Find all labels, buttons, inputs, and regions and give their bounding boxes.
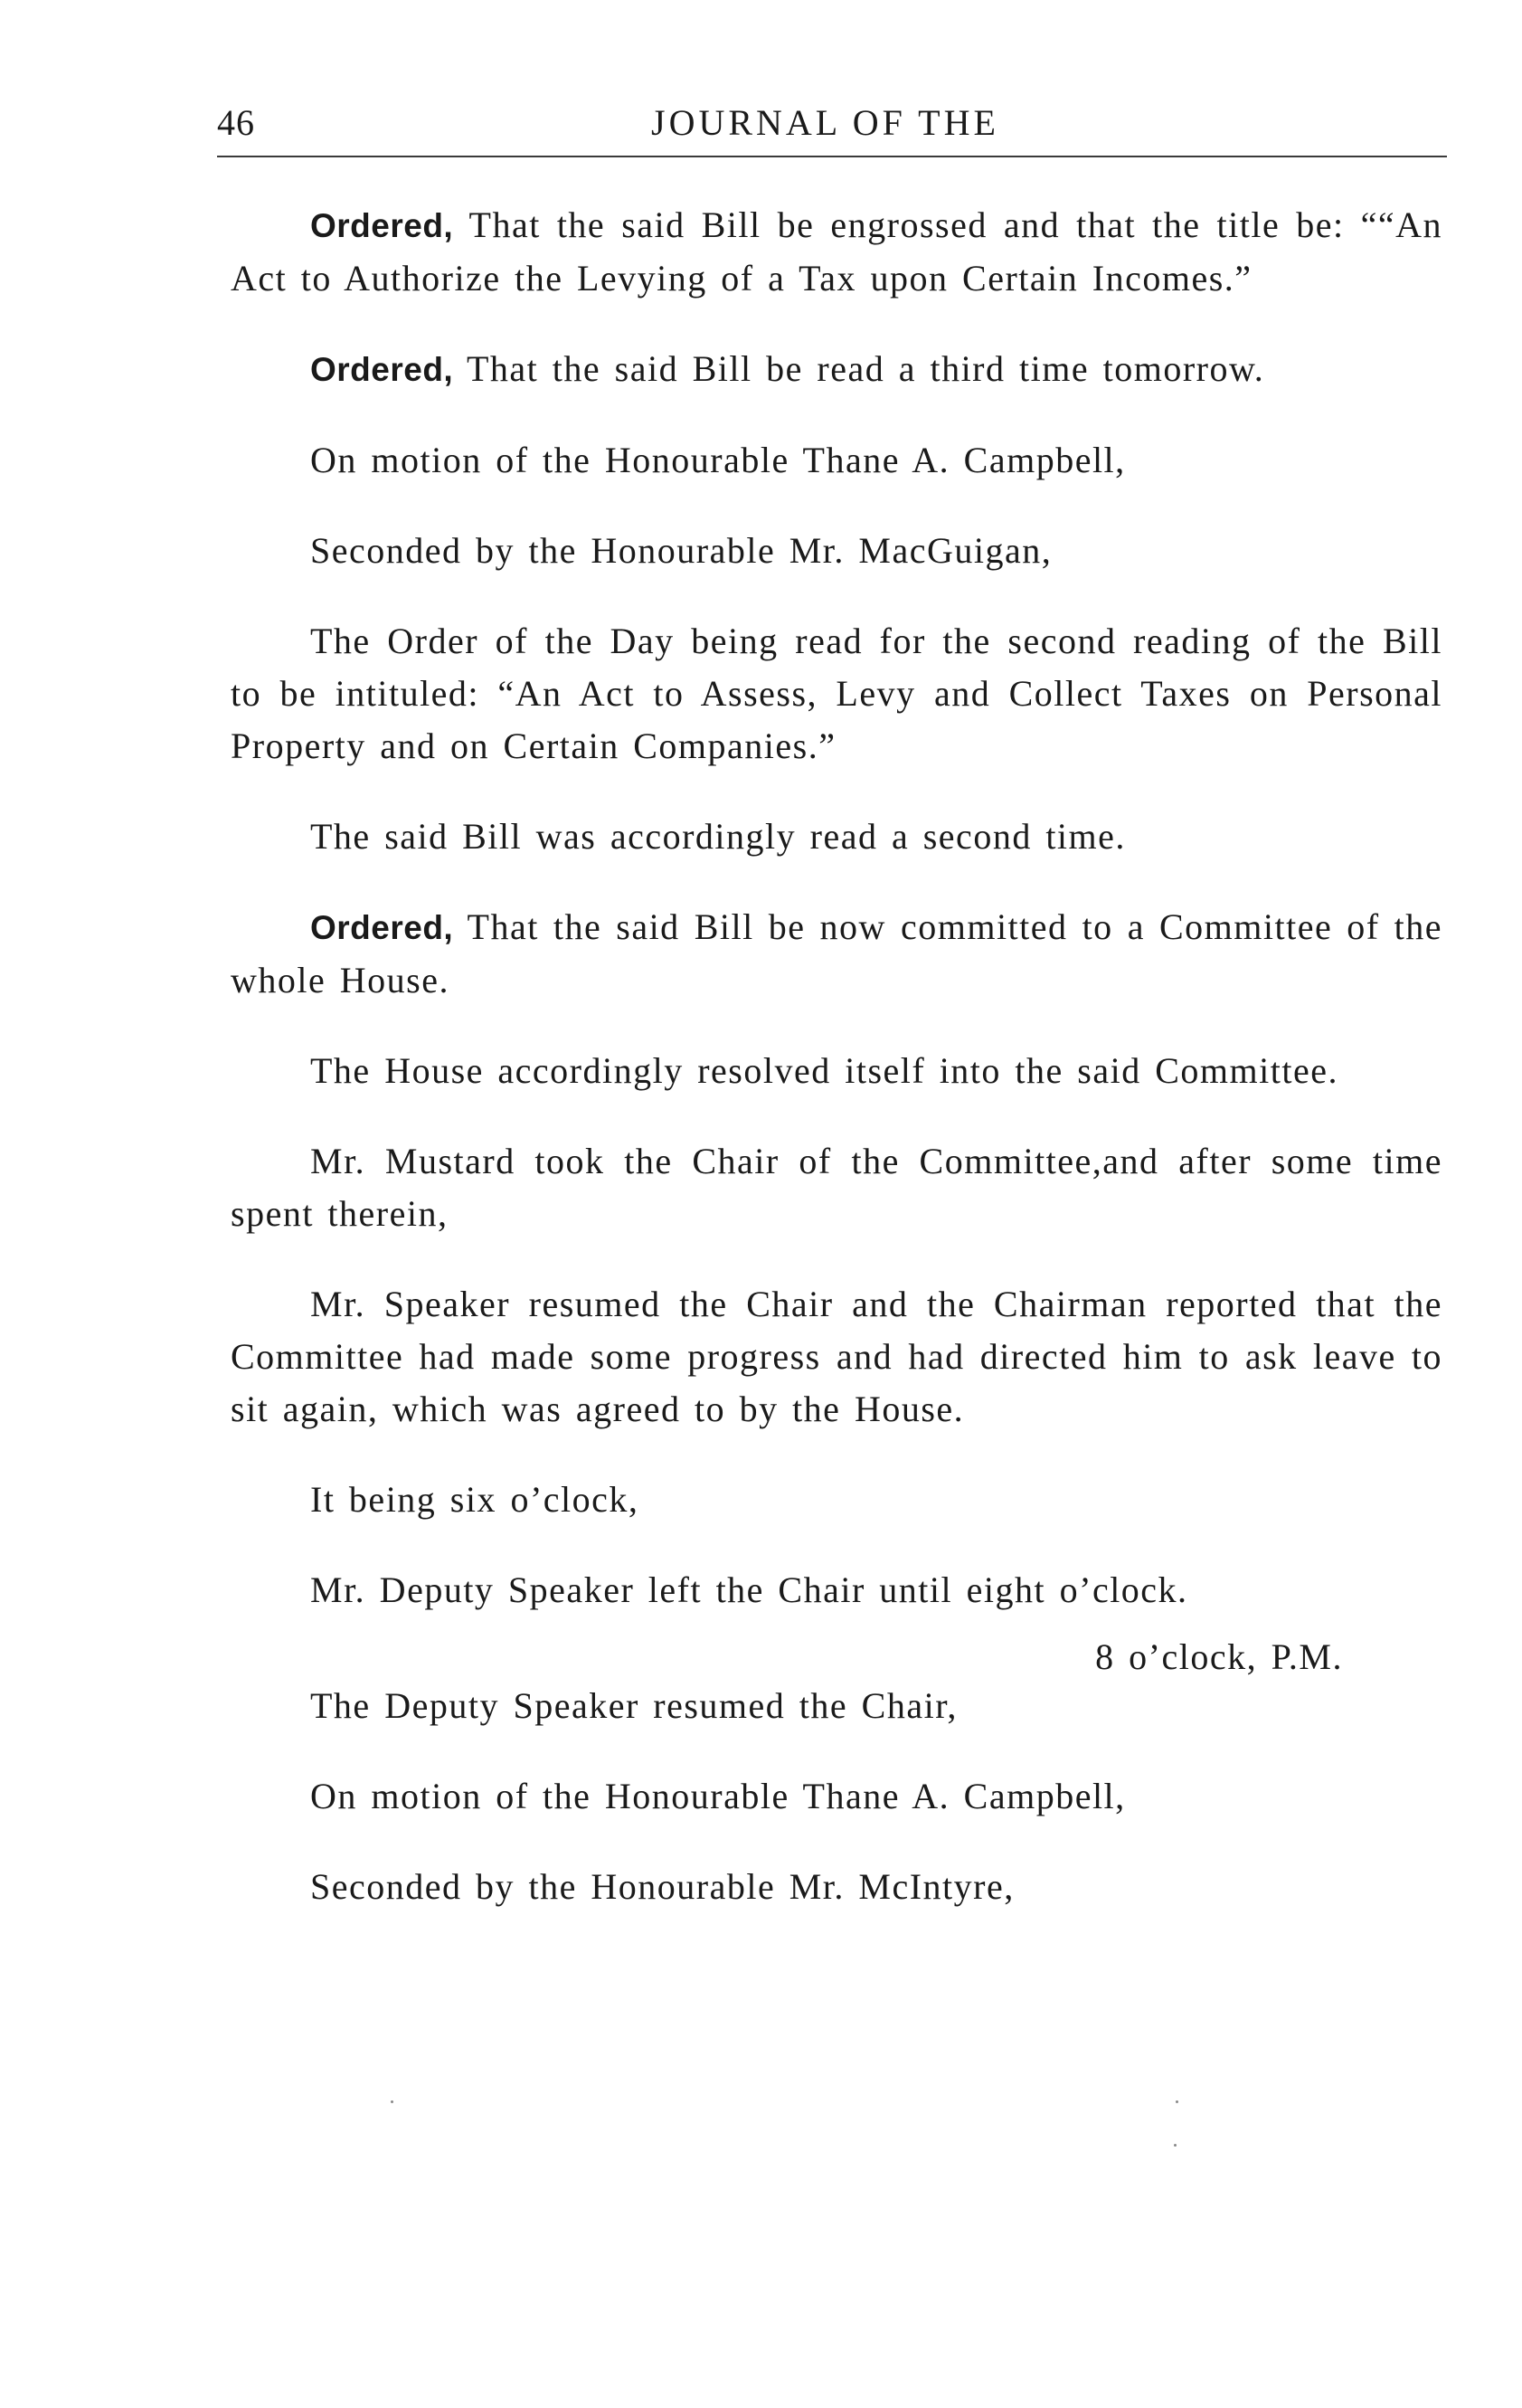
paper-speck (1174, 2144, 1177, 2147)
page-number: 46 (217, 102, 255, 143)
paragraph-mustard-chair (231, 1135, 1442, 1240)
page-header (217, 101, 1447, 156)
ordered-label: Ordered, (310, 909, 454, 946)
paragraph-ordered-engrossed (231, 199, 1442, 305)
ordered-label: Ordered, (310, 207, 454, 244)
running-head: JOURNAL OF THE (651, 102, 999, 143)
paragraph-six-oclock (231, 1474, 1442, 1526)
paragraph-text: Mr. Speaker resumed the Chair and the Chairman reported that the Committee had made some progress and had directed him to ask leave to sit again, which was agreed to by the House. (231, 1284, 1442, 1429)
paragraph-speaker-resumed (231, 1278, 1442, 1436)
ordered-label: Ordered, (310, 351, 454, 388)
paragraph-text: On motion of the Honourable Thane A. Campbell, (310, 1776, 1126, 1816)
paragraph-ordered-third-reading (231, 343, 1442, 396)
paragraph-second-reading (231, 811, 1442, 863)
paragraph-deputy-left (231, 1564, 1442, 1616)
paragraph-order-of-day (231, 615, 1442, 773)
paragraph-seconded (231, 525, 1442, 577)
paragraph-text: The Deputy Speaker resumed the Chair, (310, 1685, 958, 1726)
journal-body (231, 199, 1442, 1913)
paragraph-text: It being six o’clock, (310, 1479, 639, 1520)
paragraph-text: Mr. Deputy Speaker left the Chair until eight o’clock. (310, 1569, 1188, 1610)
paragraph-text: That the said Bill be now committed to a Committee of the whole House. (231, 906, 1442, 1000)
paragraph-text: Mr. Mustard took the Chair of the Committee,and after some time spent therein, (231, 1141, 1442, 1234)
header-rule (217, 156, 1447, 157)
paper-speck (391, 2100, 393, 2103)
paragraph-text: That the said Bill be read a third time tomorrow. (453, 348, 1265, 389)
paragraph-text: Seconded by the Honourable Mr. MacGuigan, (310, 530, 1053, 571)
paragraph-text: That the said Bill be engrossed and that the title be: ““An Act to Authorize the Levying of a Tax upon Certain Incomes.” (231, 204, 1442, 299)
paragraph-motion (231, 434, 1442, 487)
paragraph-deputy-resumed (231, 1680, 1442, 1732)
paragraph-text: The House accordingly resolved itself into the said Committee. (310, 1050, 1338, 1091)
paragraph-text: On motion of the Honourable Thane A. Campbell, (310, 440, 1126, 480)
paragraph-text: The said Bill was accordingly read a second time. (310, 816, 1126, 857)
time-mark: 8 o’clock, P.M. (1095, 1636, 1343, 1677)
paragraph-seconded-evening (231, 1861, 1442, 1913)
paper-speck (1176, 2100, 1178, 2103)
paragraph-text: The Order of the Day being read for the second reading of the Bill to be intituled: “An Act to Assess, Levy and Collect Taxes on Personal Property and on Certain Companies.” (231, 621, 1442, 766)
paragraph-text: Seconded by the Honourable Mr. McIntyre, (310, 1866, 1015, 1907)
paragraph-motion-evening (231, 1770, 1442, 1823)
paragraph-house-resolved (231, 1045, 1442, 1097)
paragraph-ordered-committed (231, 901, 1442, 1007)
